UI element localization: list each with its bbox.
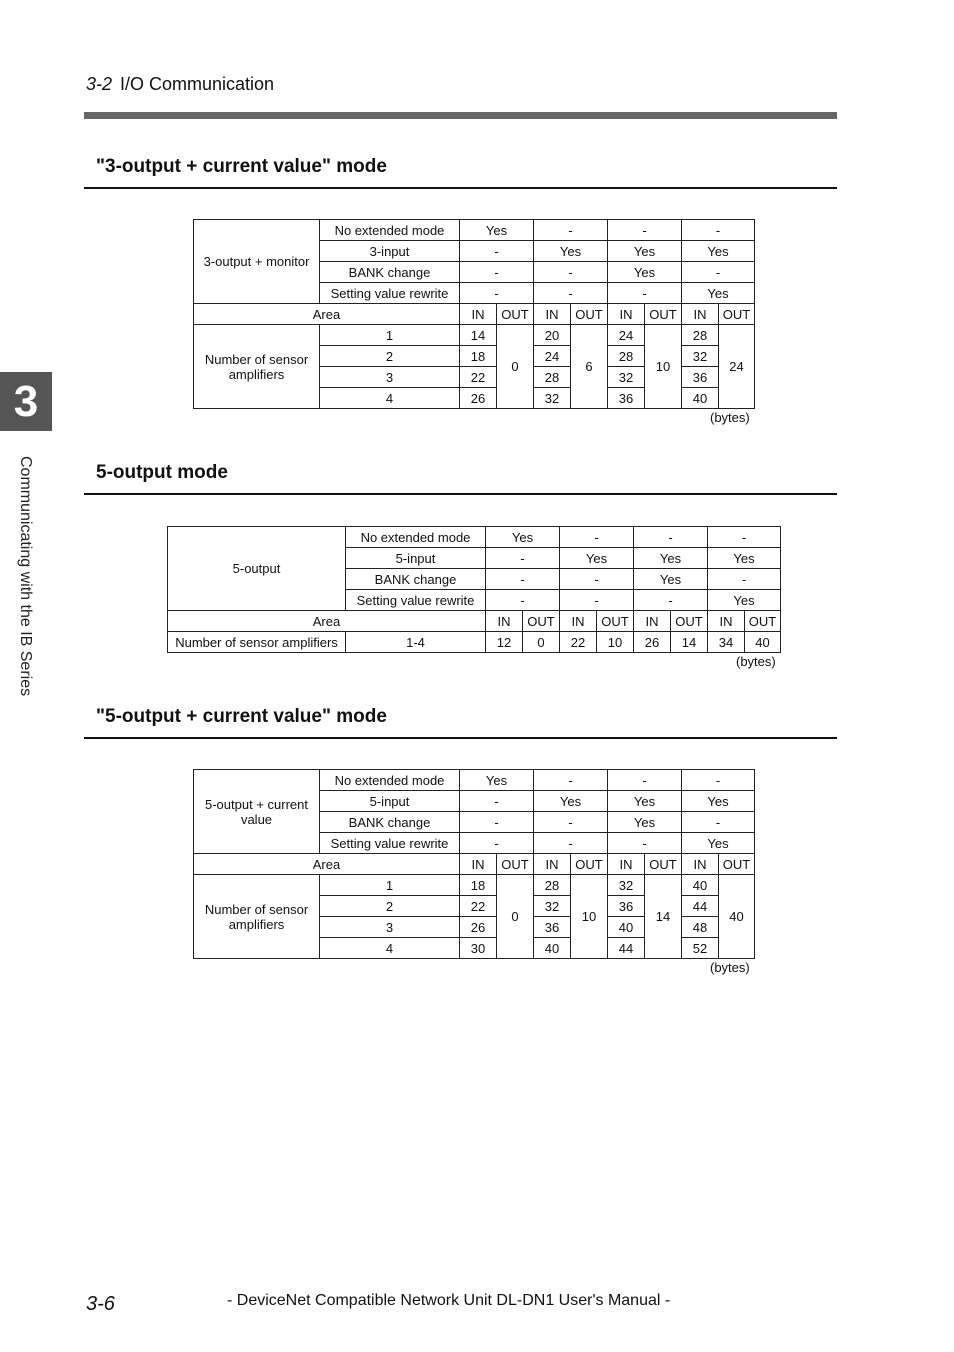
setting-value: Yes bbox=[608, 812, 682, 833]
setting-value: - bbox=[486, 569, 560, 590]
table-row bbox=[194, 220, 755, 241]
setting-value: - bbox=[682, 220, 755, 241]
table-row bbox=[168, 632, 781, 653]
setting-name: Setting value rewrite bbox=[320, 283, 460, 304]
setting-value: - bbox=[608, 833, 682, 854]
table-3-output-current-value bbox=[193, 219, 755, 409]
setting-value: Yes bbox=[708, 590, 781, 611]
setting-value: Yes bbox=[560, 548, 634, 569]
in-value: 18 bbox=[460, 875, 497, 896]
amp-count: 4 bbox=[320, 938, 460, 959]
amps-label: Number of sensor amplifiers bbox=[194, 325, 320, 409]
in-value: 26 bbox=[460, 388, 497, 409]
setting-value: - bbox=[682, 770, 755, 791]
in-value: 36 bbox=[682, 367, 719, 388]
out-value: 0 bbox=[497, 325, 534, 409]
mode-label: 3-output + monitor bbox=[194, 220, 320, 304]
section-title-3: "5-output + current value" mode bbox=[96, 706, 387, 727]
setting-value: - bbox=[486, 548, 560, 569]
in-value: 32 bbox=[534, 896, 571, 917]
header-bar bbox=[84, 112, 837, 119]
table-row-area bbox=[194, 854, 755, 875]
unit-label: (bytes) bbox=[736, 654, 776, 669]
in-value: 36 bbox=[534, 917, 571, 938]
setting-name: BANK change bbox=[346, 569, 486, 590]
setting-value: - bbox=[560, 590, 634, 611]
table-5-output-current-value bbox=[193, 769, 755, 959]
out-header: OUT bbox=[745, 611, 781, 632]
setting-value: Yes bbox=[682, 791, 755, 812]
in-header: IN bbox=[560, 611, 597, 632]
in-value: 14 bbox=[460, 325, 497, 346]
mode-label: 5-output + current value bbox=[194, 770, 320, 854]
setting-value: Yes bbox=[634, 569, 708, 590]
out-header: OUT bbox=[645, 304, 682, 325]
out-value: 14 bbox=[671, 632, 708, 653]
table-5-output bbox=[167, 526, 781, 653]
chapter-tab: 3 bbox=[0, 372, 52, 431]
table-row bbox=[194, 325, 755, 346]
manual-title: - DeviceNet Compatible Network Unit DL-DN1 User's Manual - bbox=[227, 1292, 671, 1309]
setting-value: - bbox=[460, 283, 534, 304]
setting-value: - bbox=[682, 812, 755, 833]
amps-label: Number of sensor amplifiers bbox=[194, 875, 320, 959]
setting-value: Yes bbox=[608, 241, 682, 262]
page-number: 3-6 bbox=[86, 1293, 115, 1315]
in-header: IN bbox=[682, 854, 719, 875]
setting-value: Yes bbox=[634, 548, 708, 569]
in-value: 22 bbox=[460, 896, 497, 917]
setting-value: - bbox=[460, 241, 534, 262]
setting-value: - bbox=[560, 569, 634, 590]
in-header: IN bbox=[634, 611, 671, 632]
setting-name: No extended mode bbox=[346, 527, 486, 548]
out-header: OUT bbox=[571, 854, 608, 875]
in-value: 36 bbox=[608, 896, 645, 917]
in-header: IN bbox=[460, 854, 497, 875]
setting-value: - bbox=[560, 527, 634, 548]
mode-label: 5-output bbox=[168, 527, 346, 611]
in-value: 22 bbox=[460, 367, 497, 388]
out-header: OUT bbox=[645, 854, 682, 875]
in-header: IN bbox=[460, 304, 497, 325]
out-header: OUT bbox=[719, 304, 755, 325]
setting-name: BANK change bbox=[320, 262, 460, 283]
setting-value: - bbox=[534, 283, 608, 304]
in-header: IN bbox=[708, 611, 745, 632]
setting-value: Yes bbox=[534, 241, 608, 262]
amp-count: 3 bbox=[320, 367, 460, 388]
setting-value: - bbox=[634, 527, 708, 548]
section-title-2: 5-output mode bbox=[96, 462, 228, 483]
setting-value: - bbox=[634, 590, 708, 611]
out-value: 10 bbox=[597, 632, 634, 653]
setting-name: No extended mode bbox=[320, 770, 460, 791]
out-value: 40 bbox=[719, 875, 755, 959]
in-value: 44 bbox=[608, 938, 645, 959]
in-value: 40 bbox=[682, 875, 719, 896]
in-header: IN bbox=[534, 304, 571, 325]
setting-value: - bbox=[534, 220, 608, 241]
section-rule-2 bbox=[84, 493, 837, 495]
setting-value: - bbox=[534, 812, 608, 833]
setting-name: Setting value rewrite bbox=[346, 590, 486, 611]
in-value: 20 bbox=[534, 325, 571, 346]
setting-value: - bbox=[460, 262, 534, 283]
setting-value: - bbox=[608, 283, 682, 304]
setting-value: Yes bbox=[460, 220, 534, 241]
in-value: 40 bbox=[682, 388, 719, 409]
setting-name: No extended mode bbox=[320, 220, 460, 241]
out-value: 10 bbox=[645, 325, 682, 409]
setting-value: - bbox=[708, 527, 781, 548]
section-rule-1 bbox=[84, 187, 837, 189]
in-value: 24 bbox=[608, 325, 645, 346]
setting-value: - bbox=[534, 262, 608, 283]
amp-count: 1 bbox=[320, 325, 460, 346]
table-row bbox=[194, 875, 755, 896]
in-value: 34 bbox=[708, 632, 745, 653]
amp-range: 1-4 bbox=[346, 632, 486, 653]
table-row bbox=[168, 527, 781, 548]
out-value: 0 bbox=[497, 875, 534, 959]
setting-value: Yes bbox=[534, 791, 608, 812]
amp-count: 1 bbox=[320, 875, 460, 896]
out-value: 14 bbox=[645, 875, 682, 959]
setting-value: - bbox=[682, 262, 755, 283]
amps-label: Number of sensor amplifiers bbox=[168, 632, 346, 653]
out-header: OUT bbox=[523, 611, 560, 632]
table-row bbox=[194, 770, 755, 791]
area-label: Area bbox=[194, 854, 460, 875]
in-value: 28 bbox=[534, 875, 571, 896]
amp-count: 2 bbox=[320, 896, 460, 917]
out-header: OUT bbox=[719, 854, 755, 875]
setting-name: 3-input bbox=[320, 241, 460, 262]
setting-value: - bbox=[708, 569, 781, 590]
in-value: 30 bbox=[460, 938, 497, 959]
in-value: 28 bbox=[608, 346, 645, 367]
in-value: 28 bbox=[682, 325, 719, 346]
in-value: 32 bbox=[608, 367, 645, 388]
section-header bbox=[86, 74, 274, 95]
in-header: IN bbox=[608, 854, 645, 875]
in-header: IN bbox=[608, 304, 645, 325]
setting-name: BANK change bbox=[320, 812, 460, 833]
setting-value: Yes bbox=[708, 548, 781, 569]
section-title: I/O Communication bbox=[120, 74, 275, 94]
amp-count: 2 bbox=[320, 346, 460, 367]
setting-value: - bbox=[460, 833, 534, 854]
amp-count: 4 bbox=[320, 388, 460, 409]
setting-name: Setting value rewrite bbox=[320, 833, 460, 854]
section-title-1: "3-output + current value" mode bbox=[96, 156, 387, 177]
section-rule-3 bbox=[84, 737, 837, 739]
out-header: OUT bbox=[497, 304, 534, 325]
setting-value: Yes bbox=[460, 770, 534, 791]
setting-value: Yes bbox=[608, 262, 682, 283]
in-value: 32 bbox=[608, 875, 645, 896]
out-value: 24 bbox=[719, 325, 755, 409]
out-value: 0 bbox=[523, 632, 560, 653]
unit-label: (bytes) bbox=[710, 410, 750, 425]
in-value: 28 bbox=[534, 367, 571, 388]
out-value: 6 bbox=[571, 325, 608, 409]
setting-value: - bbox=[534, 770, 608, 791]
chapter-side-title: Communicating with the IB Series bbox=[17, 456, 34, 697]
in-header: IN bbox=[682, 304, 719, 325]
out-value: 10 bbox=[571, 875, 608, 959]
setting-name: 5-input bbox=[320, 791, 460, 812]
setting-value: - bbox=[460, 791, 534, 812]
setting-value: - bbox=[608, 220, 682, 241]
setting-value: - bbox=[486, 590, 560, 611]
setting-value: Yes bbox=[682, 283, 755, 304]
in-value: 24 bbox=[534, 346, 571, 367]
area-label: Area bbox=[194, 304, 460, 325]
section-number: 3-2 bbox=[86, 74, 113, 94]
setting-name: 5-input bbox=[346, 548, 486, 569]
in-value: 12 bbox=[486, 632, 523, 653]
in-value: 40 bbox=[608, 917, 645, 938]
in-value: 32 bbox=[534, 388, 571, 409]
in-value: 48 bbox=[682, 917, 719, 938]
setting-value: Yes bbox=[682, 241, 755, 262]
in-header: IN bbox=[486, 611, 523, 632]
table-row-area bbox=[168, 611, 781, 632]
in-value: 36 bbox=[608, 388, 645, 409]
setting-value: - bbox=[460, 812, 534, 833]
setting-value: - bbox=[608, 770, 682, 791]
out-header: OUT bbox=[671, 611, 708, 632]
in-value: 32 bbox=[682, 346, 719, 367]
in-value: 22 bbox=[560, 632, 597, 653]
in-value: 26 bbox=[460, 917, 497, 938]
out-header: OUT bbox=[497, 854, 534, 875]
in-header: IN bbox=[534, 854, 571, 875]
in-value: 18 bbox=[460, 346, 497, 367]
table-row-area bbox=[194, 304, 755, 325]
in-value: 26 bbox=[634, 632, 671, 653]
in-value: 44 bbox=[682, 896, 719, 917]
setting-value: - bbox=[534, 833, 608, 854]
setting-value: Yes bbox=[608, 791, 682, 812]
unit-label: (bytes) bbox=[710, 960, 750, 975]
area-label: Area bbox=[168, 611, 486, 632]
out-value: 40 bbox=[745, 632, 781, 653]
setting-value: Yes bbox=[486, 527, 560, 548]
out-header: OUT bbox=[571, 304, 608, 325]
amp-count: 3 bbox=[320, 917, 460, 938]
out-header: OUT bbox=[597, 611, 634, 632]
in-value: 52 bbox=[682, 938, 719, 959]
in-value: 40 bbox=[534, 938, 571, 959]
setting-value: Yes bbox=[682, 833, 755, 854]
